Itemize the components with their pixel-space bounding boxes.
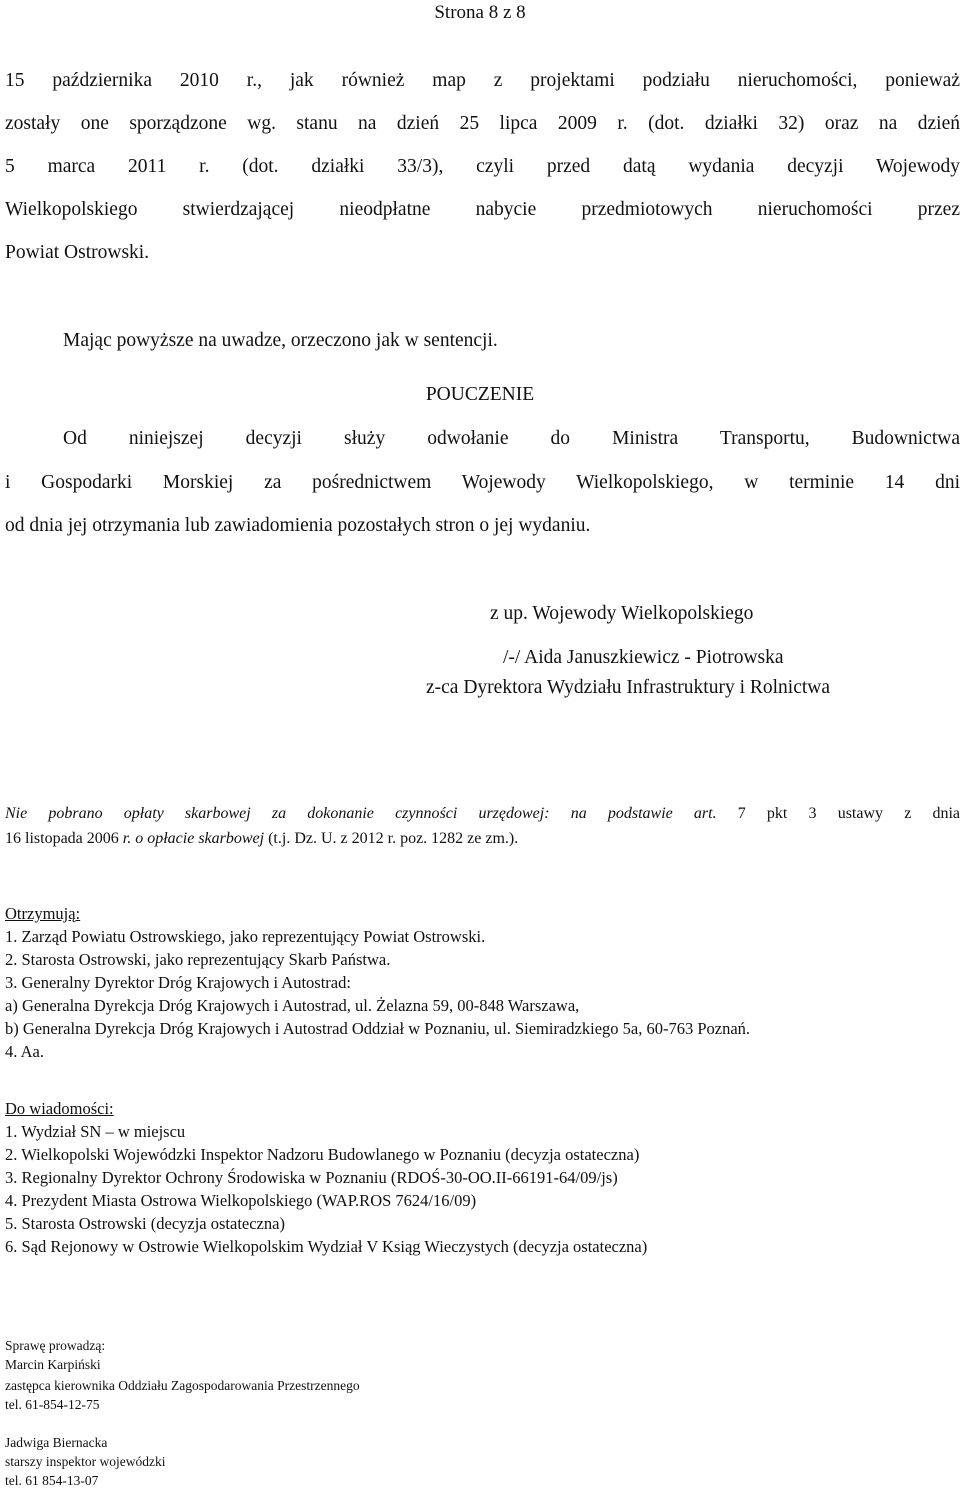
list-item: 1. Zarząd Powiatu Ostrowskiego, jako reprezentujący Powiat Ostrowski. <box>5 927 486 946</box>
fee-note-line-1 <box>5 805 960 823</box>
paragraph-line: Powiat Ostrowski. <box>5 242 150 263</box>
fee-note-italic: r. o opłacie skarbowej <box>122 830 265 847</box>
pouczenie-line: i Gospodarki Morskiej za pośrednictwem Wojewody Wielkopolskiego, w terminie 14 dni <box>5 472 960 493</box>
list-item: 4. Aa. <box>5 1042 44 1061</box>
list-item: 1. Wydział SN – w miejscu <box>5 1122 186 1141</box>
list-item: 2. Starosta Ostrowski, jako reprezentujący Skarb Państwa. <box>5 950 391 969</box>
page-number: Strona 8 z 8 <box>434 2 526 23</box>
list-item: 3. Generalny Dyrektor Dróg Krajowych i Autostrad: <box>5 973 351 992</box>
list-item: 6. Sąd Rejonowy w Ostrowie Wielkopolskim Wydział V Ksiąg Wieczystych (decyzja ostateczna) <box>5 1237 648 1256</box>
for-info-title: Do wiadomości: <box>5 1099 114 1118</box>
pouczenie-heading: POUCZENIE <box>425 384 535 405</box>
paragraph-2: Mając powyższe na uwadze, orzeczono jak w sentencji. <box>63 330 498 351</box>
fee-note-text: 7 pkt 3 ustawy z dnia <box>716 805 960 822</box>
paragraph-line: zostały one sporządzone wg. stanu na dzień 25 lipca 2009 r. (dot. działki 32) oraz na dzień <box>5 113 960 134</box>
list-item: a) Generalna Dyrekcja Dróg Krajowych i Autostrad, ul. Żelazna 59, 00-848 Warszawa, <box>5 996 580 1015</box>
paragraph-line: 5 marca 2011 r. (dot. działki 33/3), czyli przed datą wydania decyzji Wojewody <box>5 156 960 177</box>
fee-note-italic: Nie pobrano opłaty skarbowej za dokonanie czynności urzędowej: na podstawie art. <box>5 805 717 822</box>
contact-role: starszy inspektor wojewódzki <box>5 1454 166 1469</box>
list-item: 2. Wielkopolski Wojewódzki Inspektor Nadzoru Budowlanego w Poznaniu (decyzja ostateczna) <box>5 1145 640 1164</box>
contacts-label: Sprawę prowadzą: <box>5 1338 106 1353</box>
signature-name: /-/ Aida Januszkiewicz - Piotrowska <box>503 647 784 668</box>
recipients-title: Otrzymują: <box>5 904 81 923</box>
signature-title: z-ca Dyrektora Wydziału Infrastruktury i Rolnictwa <box>426 677 831 698</box>
contact-role: zastępca kierownika Oddziału Zagospodarowania Przestrzennego <box>5 1378 360 1393</box>
list-item: b) Generalna Dyrekcja Dróg Krajowych i Autostrad Oddział w Poznaniu, ul. Siemiradzkiego 5a, 60-763 Poznań. <box>5 1019 751 1038</box>
contact-phone: tel. 61 854-13-07 <box>5 1473 99 1488</box>
contact-phone: tel. 61-854-12-75 <box>5 1397 100 1412</box>
list-item: 5. Starosta Ostrowski (decyzja ostateczna) <box>5 1214 285 1233</box>
contact-name: Marcin Karpiński <box>5 1357 101 1372</box>
list-item: 3. Regionalny Dyrektor Ochrony Środowiska w Poznaniu (RDOŚ-30-OO.II-66191-64/09/js) <box>5 1168 618 1187</box>
fee-note-text: (t.j. Dz. U. z 2012 r. poz. 1282 ze zm.). <box>264 830 519 847</box>
fee-note-line-2 <box>5 830 518 848</box>
contact-name: Jadwiga Biernacka <box>5 1435 108 1450</box>
signature-line-1: z up. Wojewody Wielkopolskiego <box>490 603 754 624</box>
pouczenie-line: Od niniejszej decyzji służy odwołanie do Ministra Transportu, Budownictwa <box>63 428 960 449</box>
pouczenie-line: od dnia jej otrzymania lub zawiadomienia pozostałych stron o jej wydaniu. <box>5 515 591 536</box>
list-item: 4. Prezydent Miasta Ostrowa Wielkopolskiego (WAP.ROS 7624/16/09) <box>5 1191 477 1210</box>
paragraph-line: 15 października 2010 r., jak również map z projektami podziału nieruchomości, ponieważ <box>5 70 960 91</box>
paragraph-line: Wielkopolskiego stwierdzającej nieodpłatne nabycie przedmiotowych nieruchomości przez <box>5 199 960 220</box>
fee-note-text: 16 listopada 2006 <box>5 830 123 847</box>
